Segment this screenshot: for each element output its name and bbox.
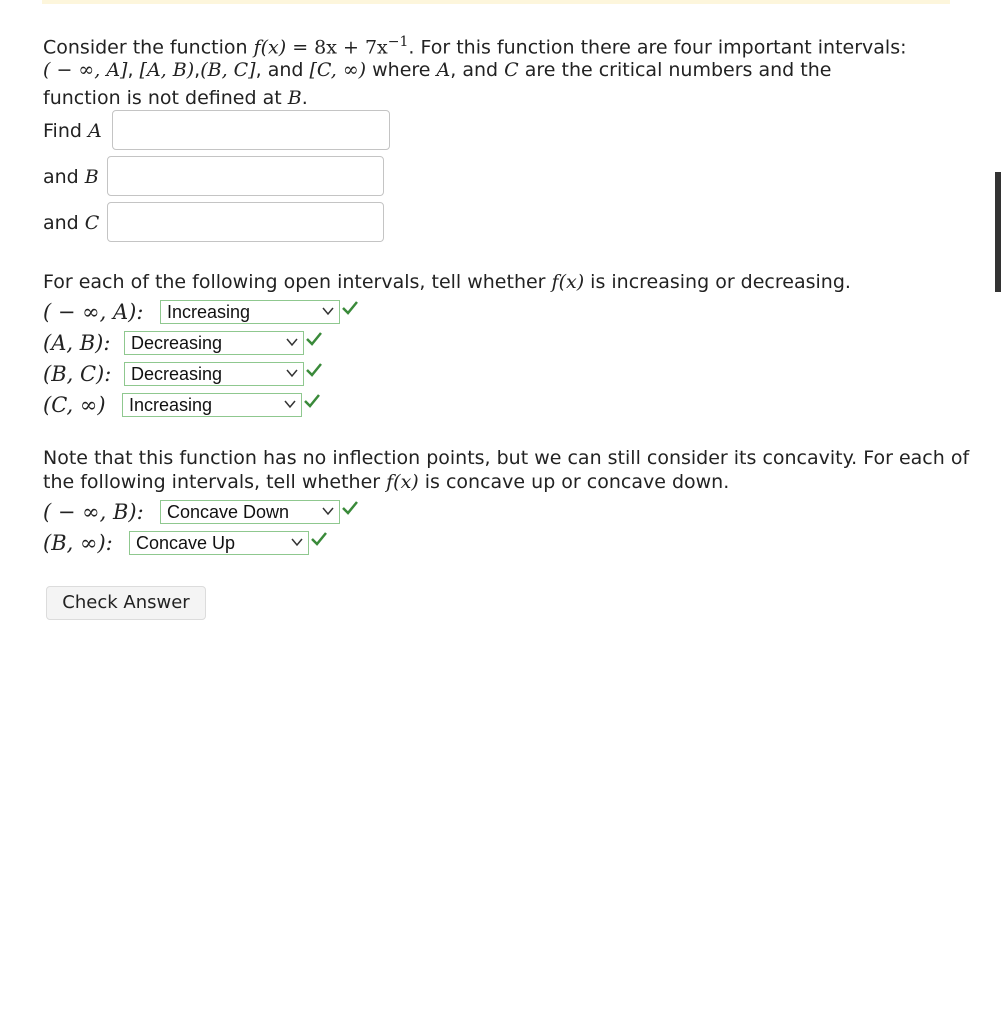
- chevron-down-icon: [285, 335, 299, 349]
- chevron-down-icon: [290, 535, 304, 549]
- chevron-down-icon: [283, 397, 297, 411]
- answer-input-c[interactable]: [107, 202, 384, 242]
- concavity-select-1[interactable]: Concave Down: [160, 500, 340, 524]
- function-name: f(x): [253, 36, 287, 59]
- question-line-2: ( − ∞, A], [A, B),(B, C], and [C, ∞) where A, and C are the critical numbers and the: [43, 59, 832, 81]
- checkmark-icon: [341, 300, 359, 316]
- input-label-c: and C: [43, 212, 100, 234]
- checkmark-icon: [341, 500, 359, 516]
- monotonic-prompt: For each of the following open intervals, tell whether f(x) is increasing or decreasing.: [43, 271, 851, 293]
- answer-input-a[interactable]: [112, 110, 390, 150]
- function-definition: = 8x + 7x: [286, 36, 388, 59]
- concavity-note-line-2: the following intervals, tell whether f(x) is concave up or concave down.: [43, 471, 730, 493]
- chevron-down-icon: [321, 304, 335, 318]
- checkmark-icon: [305, 331, 323, 347]
- monotonic-select-1[interactable]: Increasing: [160, 300, 340, 324]
- chevron-down-icon: [321, 504, 335, 518]
- answer-input-b[interactable]: [107, 156, 384, 196]
- question-line-3: function is not defined at B.: [43, 87, 308, 109]
- checkmark-icon: [305, 362, 323, 378]
- checkmark-icon: [303, 393, 321, 409]
- chevron-down-icon: [285, 366, 299, 380]
- monotonic-select-2[interactable]: Decreasing: [124, 331, 304, 355]
- checkmark-icon: [310, 531, 328, 547]
- check-answer-button[interactable]: Check Answer: [46, 586, 206, 620]
- monotonic-select-4[interactable]: Increasing: [122, 393, 302, 417]
- scrollbar-thumb[interactable]: [995, 172, 1001, 292]
- question-line-1: Consider the function $f(x) = 8x + 7x^{-1}$. For this function there are four important intervals:: [43, 34, 907, 59]
- input-label-b: and B: [43, 166, 99, 188]
- concavity-select-2[interactable]: Concave Up: [129, 531, 309, 555]
- function-exponent: −1: [387, 34, 409, 50]
- top-banner-strip: [42, 0, 950, 4]
- monotonic-select-3[interactable]: Decreasing: [124, 362, 304, 386]
- input-label-a: Find A: [43, 120, 102, 142]
- concavity-note-line-1: Note that this function has no inflection points, but we can still consider its concavity. For each of: [43, 447, 970, 469]
